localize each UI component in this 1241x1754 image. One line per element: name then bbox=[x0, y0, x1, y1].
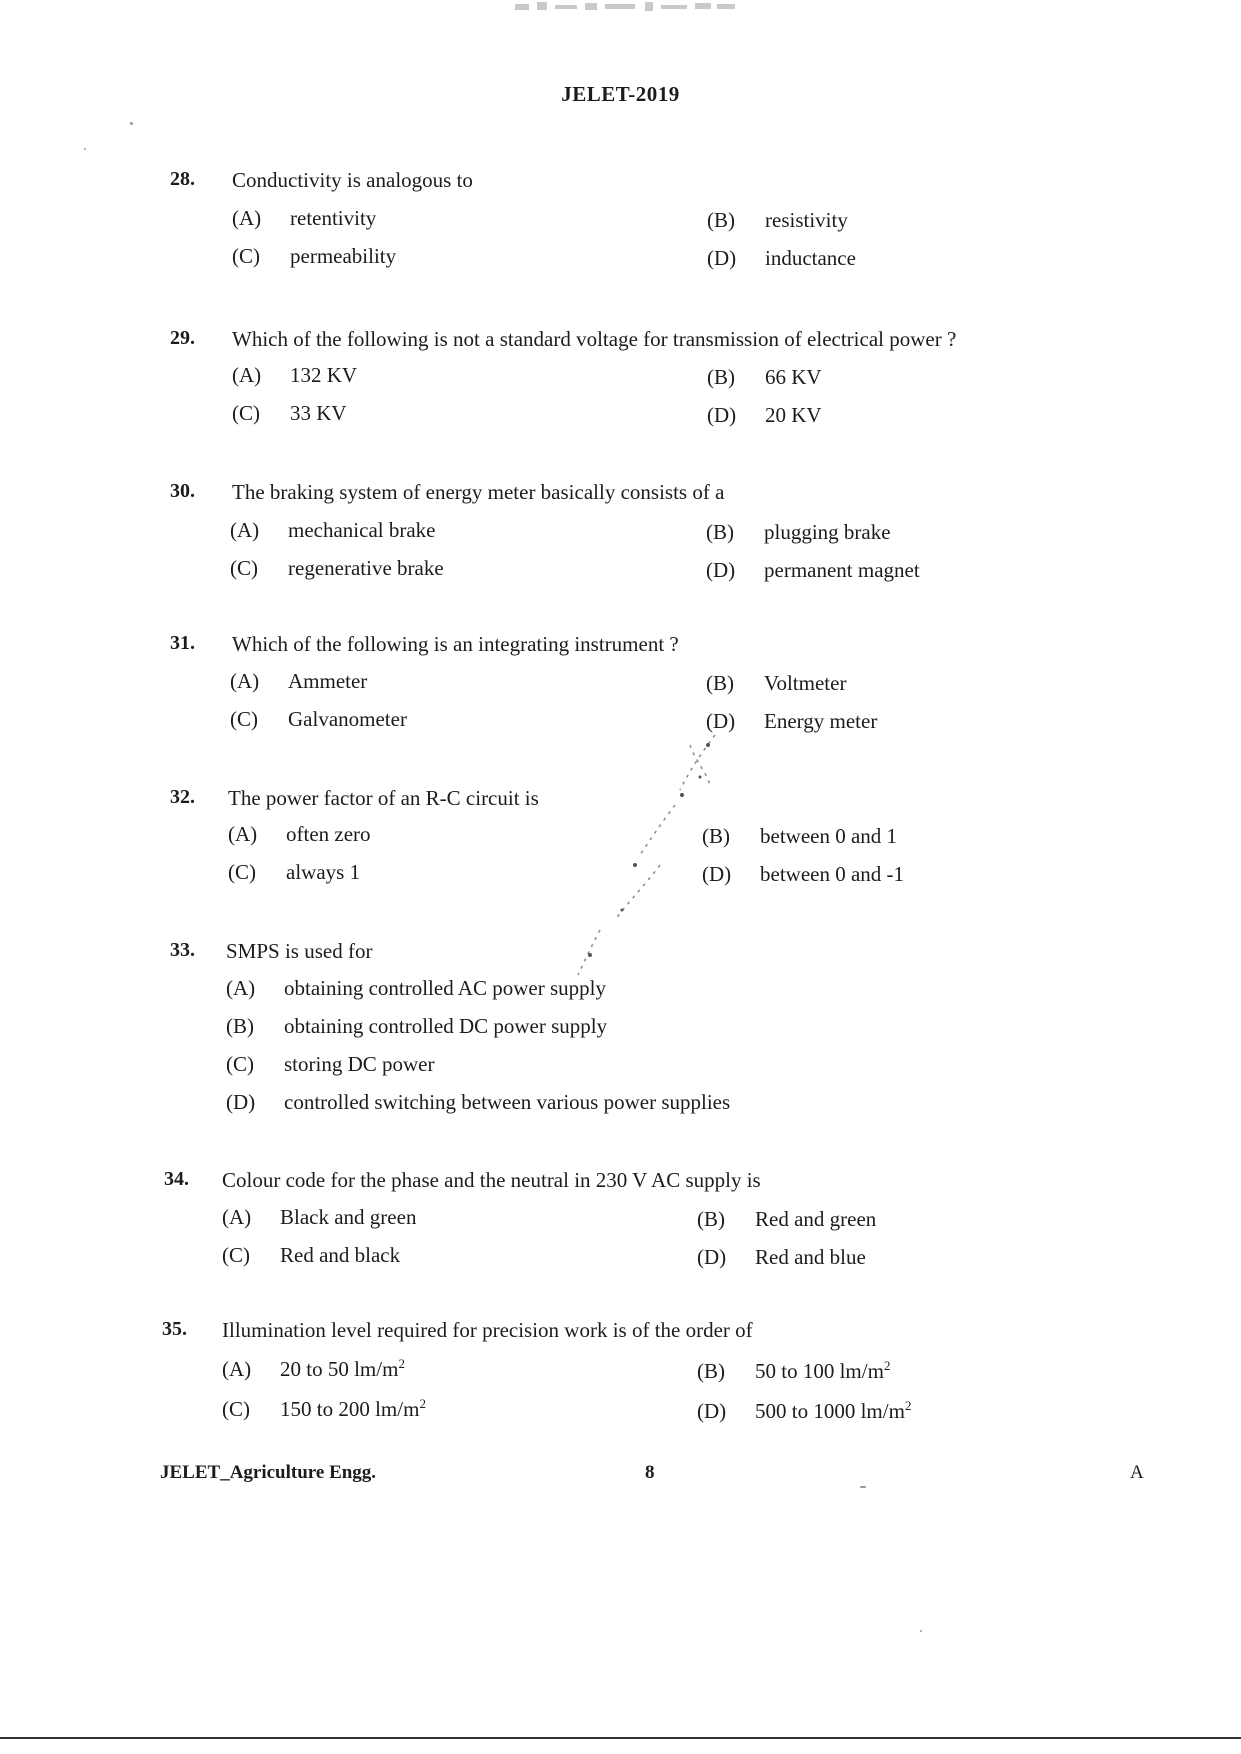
question-text: Which of the following is an integrating instrument ? bbox=[232, 632, 679, 656]
question-number: 34. bbox=[164, 1168, 189, 1190]
option-letter: (A) bbox=[222, 1205, 252, 1229]
option-letter: (B) bbox=[702, 824, 730, 848]
watermark-stamp bbox=[540, 715, 740, 995]
page-footer bbox=[0, 1462, 1241, 1492]
option-a[interactable] bbox=[228, 822, 371, 847]
option-a[interactable] bbox=[222, 1205, 416, 1230]
option-text: 132 KV bbox=[290, 363, 358, 387]
option-c[interactable] bbox=[232, 401, 347, 426]
option-superscript: 2 bbox=[883, 1358, 891, 1373]
page-header-title: JELET-2019 bbox=[561, 82, 680, 106]
option-letter: (B) bbox=[226, 1014, 254, 1038]
option-superscript: 2 bbox=[419, 1396, 426, 1411]
option-b[interactable] bbox=[707, 208, 848, 233]
option-c[interactable] bbox=[228, 860, 360, 885]
option-letter: (B) bbox=[697, 1207, 725, 1231]
option-letter: (D) bbox=[697, 1399, 727, 1423]
question-text: Conductivity is analogous to bbox=[232, 168, 473, 192]
footer-set-code: A bbox=[1130, 1462, 1144, 1483]
option-text: Red and green bbox=[755, 1207, 877, 1231]
question-text: The braking system of energy meter basically consists of a bbox=[232, 480, 725, 504]
option-b[interactable] bbox=[226, 1014, 607, 1039]
option-b[interactable] bbox=[706, 520, 891, 545]
option-letter: (B) bbox=[707, 208, 735, 232]
option-c[interactable] bbox=[230, 707, 407, 732]
option-letter: (A) bbox=[230, 518, 260, 542]
option-superscript: 2 bbox=[904, 1398, 912, 1413]
option-text: mechanical brake bbox=[288, 518, 436, 542]
option-text: permanent magnet bbox=[764, 558, 920, 582]
question-number: 29. bbox=[170, 327, 195, 349]
option-letter: (A) bbox=[222, 1357, 252, 1381]
option-letter: (A) bbox=[232, 363, 262, 387]
option-a[interactable] bbox=[222, 1356, 405, 1382]
option-letter: (C) bbox=[222, 1397, 250, 1421]
option-text: 66 KV bbox=[765, 365, 822, 389]
option-c[interactable] bbox=[222, 1243, 400, 1268]
option-letter: (B) bbox=[697, 1359, 725, 1383]
option-a[interactable] bbox=[230, 518, 436, 543]
question-number: 33. bbox=[170, 939, 195, 961]
option-b[interactable] bbox=[707, 365, 822, 390]
option-letter: (A) bbox=[230, 669, 260, 693]
scan-speck bbox=[130, 122, 133, 125]
option-d[interactable] bbox=[697, 1398, 911, 1424]
option-letter: (C) bbox=[226, 1052, 254, 1076]
option-text: between 0 and 1 bbox=[760, 824, 898, 848]
question-number: 28. bbox=[170, 168, 195, 190]
option-letter: (D) bbox=[706, 558, 736, 582]
option-d[interactable] bbox=[706, 558, 920, 583]
option-b[interactable] bbox=[697, 1358, 890, 1384]
question-text: Illumination level required for precision work is of the order of bbox=[222, 1318, 753, 1342]
option-text: often zero bbox=[286, 822, 371, 846]
option-text: controlled switching between various power supplies bbox=[284, 1090, 731, 1114]
option-text: always 1 bbox=[286, 860, 361, 884]
option-text: Black and green bbox=[280, 1205, 417, 1229]
option-c[interactable] bbox=[232, 244, 396, 269]
question-number: 32. bbox=[170, 786, 195, 808]
option-letter: (A) bbox=[226, 976, 256, 1000]
option-letter: (D) bbox=[707, 246, 737, 270]
scan-speck bbox=[84, 148, 86, 150]
footer-page-number: 8 bbox=[645, 1462, 655, 1483]
option-b[interactable] bbox=[697, 1207, 876, 1232]
question-number: 35. bbox=[162, 1318, 187, 1340]
question-text: The power factor of an R-C circuit is bbox=[228, 786, 539, 810]
option-letter: (C) bbox=[232, 401, 260, 425]
option-letter: (C) bbox=[222, 1243, 250, 1267]
option-text: 20 KV bbox=[765, 403, 822, 427]
option-c[interactable] bbox=[226, 1052, 435, 1077]
option-text: Energy meter bbox=[764, 709, 878, 733]
option-text: 500 to 1000 lm/m bbox=[755, 1399, 905, 1423]
option-letter: (B) bbox=[706, 671, 734, 695]
option-text: 20 to 50 lm/m bbox=[280, 1357, 399, 1381]
bottom-rule bbox=[0, 1737, 1241, 1739]
option-text: Ammeter bbox=[288, 669, 368, 693]
option-text: inductance bbox=[765, 246, 856, 270]
footer-paper-name: JELET_Agriculture Engg. bbox=[160, 1462, 377, 1483]
option-text: obtaining controlled AC power supply bbox=[284, 976, 606, 1000]
option-a[interactable] bbox=[230, 669, 367, 694]
option-d[interactable] bbox=[707, 246, 856, 271]
option-letter: (B) bbox=[707, 365, 735, 389]
option-letter: (A) bbox=[228, 822, 258, 846]
question-text: Colour code for the phase and the neutral in 230 V AC supply is bbox=[222, 1168, 761, 1192]
option-c[interactable] bbox=[230, 556, 444, 581]
option-text: 50 to 100 lm/m bbox=[755, 1359, 884, 1383]
option-text: permeability bbox=[290, 244, 397, 268]
option-superscript: 2 bbox=[398, 1356, 405, 1371]
option-d[interactable] bbox=[697, 1245, 866, 1270]
option-text: resistivity bbox=[765, 208, 848, 232]
option-letter: (D) bbox=[226, 1090, 256, 1114]
option-letter: (D) bbox=[697, 1245, 727, 1269]
option-text: 150 to 200 lm/m bbox=[280, 1397, 420, 1421]
option-letter: (C) bbox=[228, 860, 256, 884]
option-text: regenerative brake bbox=[288, 556, 444, 580]
option-letter: (D) bbox=[702, 862, 732, 886]
option-text: plugging brake bbox=[764, 520, 891, 544]
option-text: Galvanometer bbox=[288, 707, 407, 731]
option-d[interactable] bbox=[226, 1090, 730, 1115]
option-text: retentivity bbox=[290, 206, 377, 230]
option-letter: (D) bbox=[707, 403, 737, 427]
option-a[interactable] bbox=[232, 363, 357, 388]
scan-speck bbox=[920, 1630, 922, 1632]
option-text: 33 KV bbox=[290, 401, 347, 425]
option-letter: (A) bbox=[232, 206, 262, 230]
option-text: obtaining controlled DC power supply bbox=[284, 1014, 608, 1038]
question-text: SMPS is used for bbox=[226, 939, 373, 963]
option-letter: (B) bbox=[706, 520, 734, 544]
option-c[interactable] bbox=[222, 1396, 426, 1422]
option-d[interactable] bbox=[707, 403, 822, 428]
option-letter: (C) bbox=[232, 244, 260, 268]
option-text: Voltmeter bbox=[764, 671, 847, 695]
option-text: storing DC power bbox=[284, 1052, 435, 1076]
question-text: Which of the following is not a standard voltage for transmission of electrical power ? bbox=[232, 327, 957, 351]
option-text: Red and black bbox=[280, 1243, 401, 1267]
scan-artifact-top bbox=[505, 0, 745, 18]
option-letter: (D) bbox=[706, 709, 736, 733]
option-letter: (C) bbox=[230, 707, 258, 731]
question-number: 31. bbox=[170, 632, 195, 654]
option-letter: (C) bbox=[230, 556, 258, 580]
option-b[interactable] bbox=[706, 671, 846, 696]
question-number: 30. bbox=[170, 480, 195, 502]
option-text: between 0 and -1 bbox=[760, 862, 905, 886]
option-a[interactable] bbox=[232, 206, 376, 231]
option-text: Red and blue bbox=[755, 1245, 866, 1269]
